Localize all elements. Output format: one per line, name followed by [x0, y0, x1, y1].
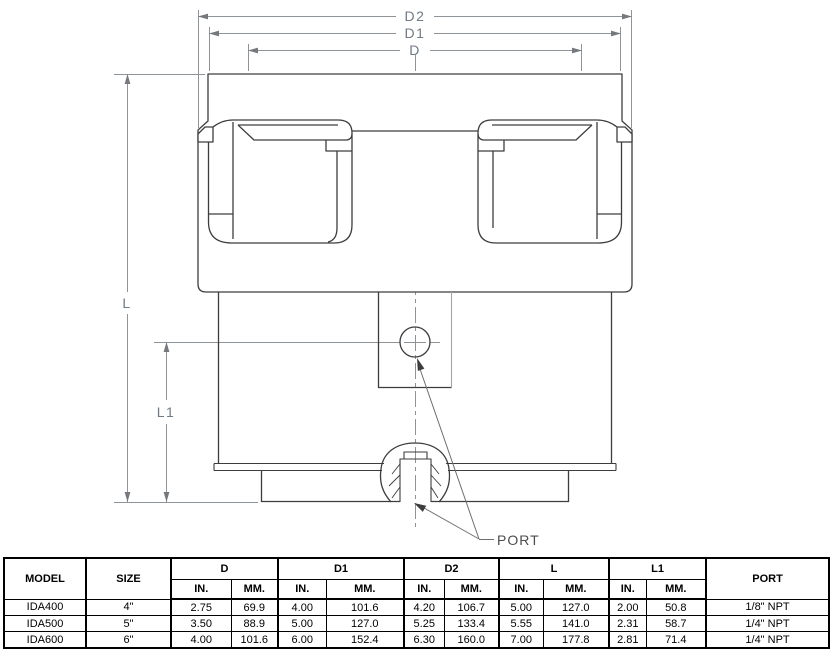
dim-label-d2: D2: [404, 8, 426, 24]
cell-l1-mm: 58.7: [646, 616, 706, 632]
cell-l-in: 5.00: [499, 599, 543, 616]
cell-d-in: 4.00: [171, 632, 231, 649]
header-l1-in: IN.: [609, 580, 646, 600]
cell-l1-in: 2.81: [609, 632, 646, 649]
cell-port: 1/4" NPT: [706, 632, 829, 649]
header-model: MODEL: [4, 558, 86, 599]
header-group-d: D: [171, 558, 278, 580]
cell-d-in: 3.50: [171, 616, 231, 632]
dim-label-l1: L1: [156, 404, 176, 420]
cell-port: 1/4" NPT: [706, 616, 829, 632]
cell-l-in: 7.00: [499, 632, 543, 649]
cell-model: IDA400: [4, 599, 86, 616]
cell-l1-mm: 50.8: [646, 599, 706, 616]
header-group-d1: D1: [278, 558, 404, 580]
cell-d-mm: 88.9: [231, 616, 278, 632]
cell-l1-in: 2.00: [609, 599, 646, 616]
header-d-mm: MM.: [231, 580, 278, 600]
cell-d1-in: 5.00: [278, 616, 326, 632]
cell-d2-mm: 133.4: [444, 616, 499, 632]
cell-d-mm: 101.6: [231, 632, 278, 649]
table-row: [4, 616, 829, 632]
header-size: SIZE: [86, 558, 171, 599]
cell-d1-mm: 127.0: [326, 616, 404, 632]
table-row: [4, 599, 829, 616]
header-l1-mm: MM.: [646, 580, 706, 600]
cell-l1-in: 2.31: [609, 616, 646, 632]
cell-d1-in: 6.00: [278, 632, 326, 649]
cell-d1-in: 4.00: [278, 599, 326, 616]
table-row: [4, 632, 829, 649]
cell-d2-in: 4.20: [404, 599, 444, 616]
cell-d1-mm: 101.6: [326, 599, 404, 616]
cell-d1-mm: 152.4: [326, 632, 404, 649]
dim-label-d: D: [409, 42, 421, 58]
cell-model: IDA600: [4, 632, 86, 649]
header-d-in: IN.: [171, 580, 231, 600]
header-d2-in: IN.: [404, 580, 444, 600]
dim-label-d1: D1: [404, 25, 426, 41]
header-d1-mm: MM.: [326, 580, 404, 600]
upper-housing: [198, 74, 632, 292]
header-d1-in: IN.: [278, 580, 326, 600]
spec-table-wrap: [3, 557, 828, 649]
cell-size: 6": [86, 632, 171, 649]
cell-l-mm: 177.8: [543, 632, 609, 649]
valve-body: [198, 74, 632, 502]
cell-d-in: 2.75: [171, 599, 231, 616]
cell-d2-mm: 160.0: [444, 632, 499, 649]
header-port: PORT: [706, 558, 829, 599]
spec-table: [3, 557, 830, 649]
cell-model: IDA500: [4, 616, 86, 632]
dim-label-l: L: [122, 295, 132, 311]
cell-l-mm: 127.0: [543, 599, 609, 616]
header-l-in: IN.: [499, 580, 543, 600]
cell-l1-mm: 71.4: [646, 632, 706, 649]
cell-size: 5": [86, 616, 171, 632]
header-group-l: L: [499, 558, 609, 580]
header-d2-mm: MM.: [444, 580, 499, 600]
cell-d2-in: 6.30: [404, 632, 444, 649]
cell-d2-in: 5.25: [404, 616, 444, 632]
cell-l-in: 5.55: [499, 616, 543, 632]
cell-size: 4": [86, 599, 171, 616]
header-group-d2: D2: [404, 558, 499, 580]
port-label: PORT: [497, 532, 540, 548]
header-l-mm: MM.: [543, 580, 609, 600]
cell-d-mm: 69.9: [231, 599, 278, 616]
cell-port: 1/8" NPT: [706, 599, 829, 616]
cell-d2-mm: 106.7: [444, 599, 499, 616]
header-group-l1: L1: [609, 558, 706, 580]
cell-l-mm: 141.0: [543, 616, 609, 632]
port-leader: [414, 358, 494, 540]
